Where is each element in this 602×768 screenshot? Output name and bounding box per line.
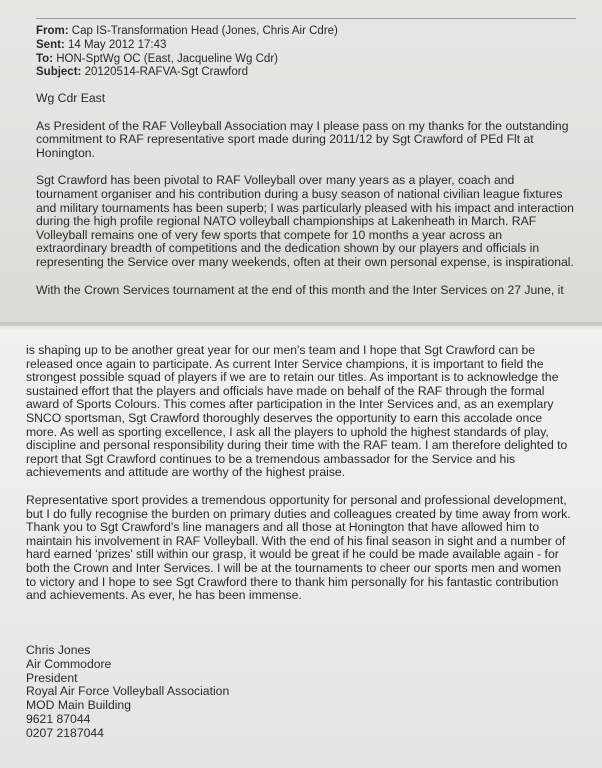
letter-body-upper — [36, 92, 576, 311]
to-label: To: — [36, 52, 54, 65]
email-header — [36, 25, 576, 80]
sent-label: Sent: — [36, 38, 65, 51]
subject-line — [36, 66, 576, 80]
subject-value: 20120514-RAFVA-Sgt Crawford — [84, 66, 248, 79]
header-rule — [36, 18, 576, 19]
signature-name: Chris Jones — [26, 643, 91, 657]
signature-phone-2: 0207 2187044 — [26, 725, 104, 740]
paragraph-4: Representative sport provides a tremendous opportunity for personal and professional development, but I do fully recognise the burden on primary duties and colleagues created by time away from work. Thank you to Sgt Crawford's line managers and all those at Honington that have allowed him to maintain his involvement in RAF Volleyball. With the end of his final season in sight and a number of hard earned ‘prizes' still within our grasp, it would be great if he could be made available again - for both the Crown and Inter Services. I will be at the tournaments to cheer our sports men and women to victory and I hope to see Sgt Crawford there to thank him personally for his fantastic contribution and achievements. As ever, he has been immense. — [26, 492, 571, 603]
signature-building: MOD Main Building — [26, 698, 131, 713]
paragraph-3-start: With the Crown Services tournament at the end of this month and the Inter Services on 27 June, it — [36, 282, 564, 297]
sent-value: 14 May 2012 17:43 — [67, 38, 167, 51]
signature-role: President — [26, 670, 78, 685]
from-value: Cap IS-Transformation Head (Jones, Chris Air Cdre) — [71, 25, 338, 37]
letter-body-lower — [26, 344, 574, 617]
to-value: HON-SptWg OC (East, Jacqueline Wg Cdr) — [56, 52, 278, 65]
from-line — [36, 25, 576, 39]
subject-label: Subject: — [36, 66, 82, 79]
paragraph-1: As President of the RAF Volleyball Association may I please pass on my thanks for the outstanding commitment to RAF representative sport made during 2011/12 by Sgt Crawford of PEd Flt at Honington. — [36, 118, 569, 160]
signature-phone-1: 9621 87044 — [26, 711, 91, 726]
salutation: Wg Cdr East — [36, 91, 106, 105]
paragraph-3-end: is shaping up to be another great year for our men's team and I hope that Sgt Crawford can be released once again to participate. As current Inter Service champions, it is important to field the strongest possible squad of players if we are to retain our titles. As important is to acknowledge the sustained effort that the players and officials have made on behalf of the RAF through the formal award of Sports Colours. This comes after participation in the Inter Services and, as an exemplary SNCO sportsman, Sgt Crawford thoroughly deserves the opportunity to earn this accolade once more. As well as sporting excellence, I ask all the players to uphold the highest standards of play, discipline and personal responsibility during their time with the RAF team. I am therefore delighted to report that Sgt Crawford continues to be a tremendous ambassador for the Service and his achievements and attitude are worthy of the highest praise. — [26, 343, 568, 480]
signature-block — [26, 644, 426, 741]
paragraph-2: Sgt Crawford has been pivotal to RAF Volleyball over many years as a player, coach and tournament organiser and his contribution during a busy season of national civilian league fixtures and military tournaments has been superb; I was particularly pleased with his impact and interaction during the high profile regional NATO volleyball championships at Lakenheath in March. RAF Volleyball remains one of very few sports that compete for 10 months a year across an extraordinary breadth of competitions and the dedication shown by our players and officials in representing the Service over many weekends, often at their own personal expense, is inspirational. — [36, 173, 574, 269]
signature-organisation: Royal Air Force Volleyball Association — [26, 684, 230, 699]
to-line — [36, 53, 576, 67]
signature-rank: Air Commodore — [26, 656, 112, 671]
page-fold — [0, 322, 602, 330]
from-label: From: — [36, 25, 69, 37]
sent-line — [36, 39, 576, 53]
